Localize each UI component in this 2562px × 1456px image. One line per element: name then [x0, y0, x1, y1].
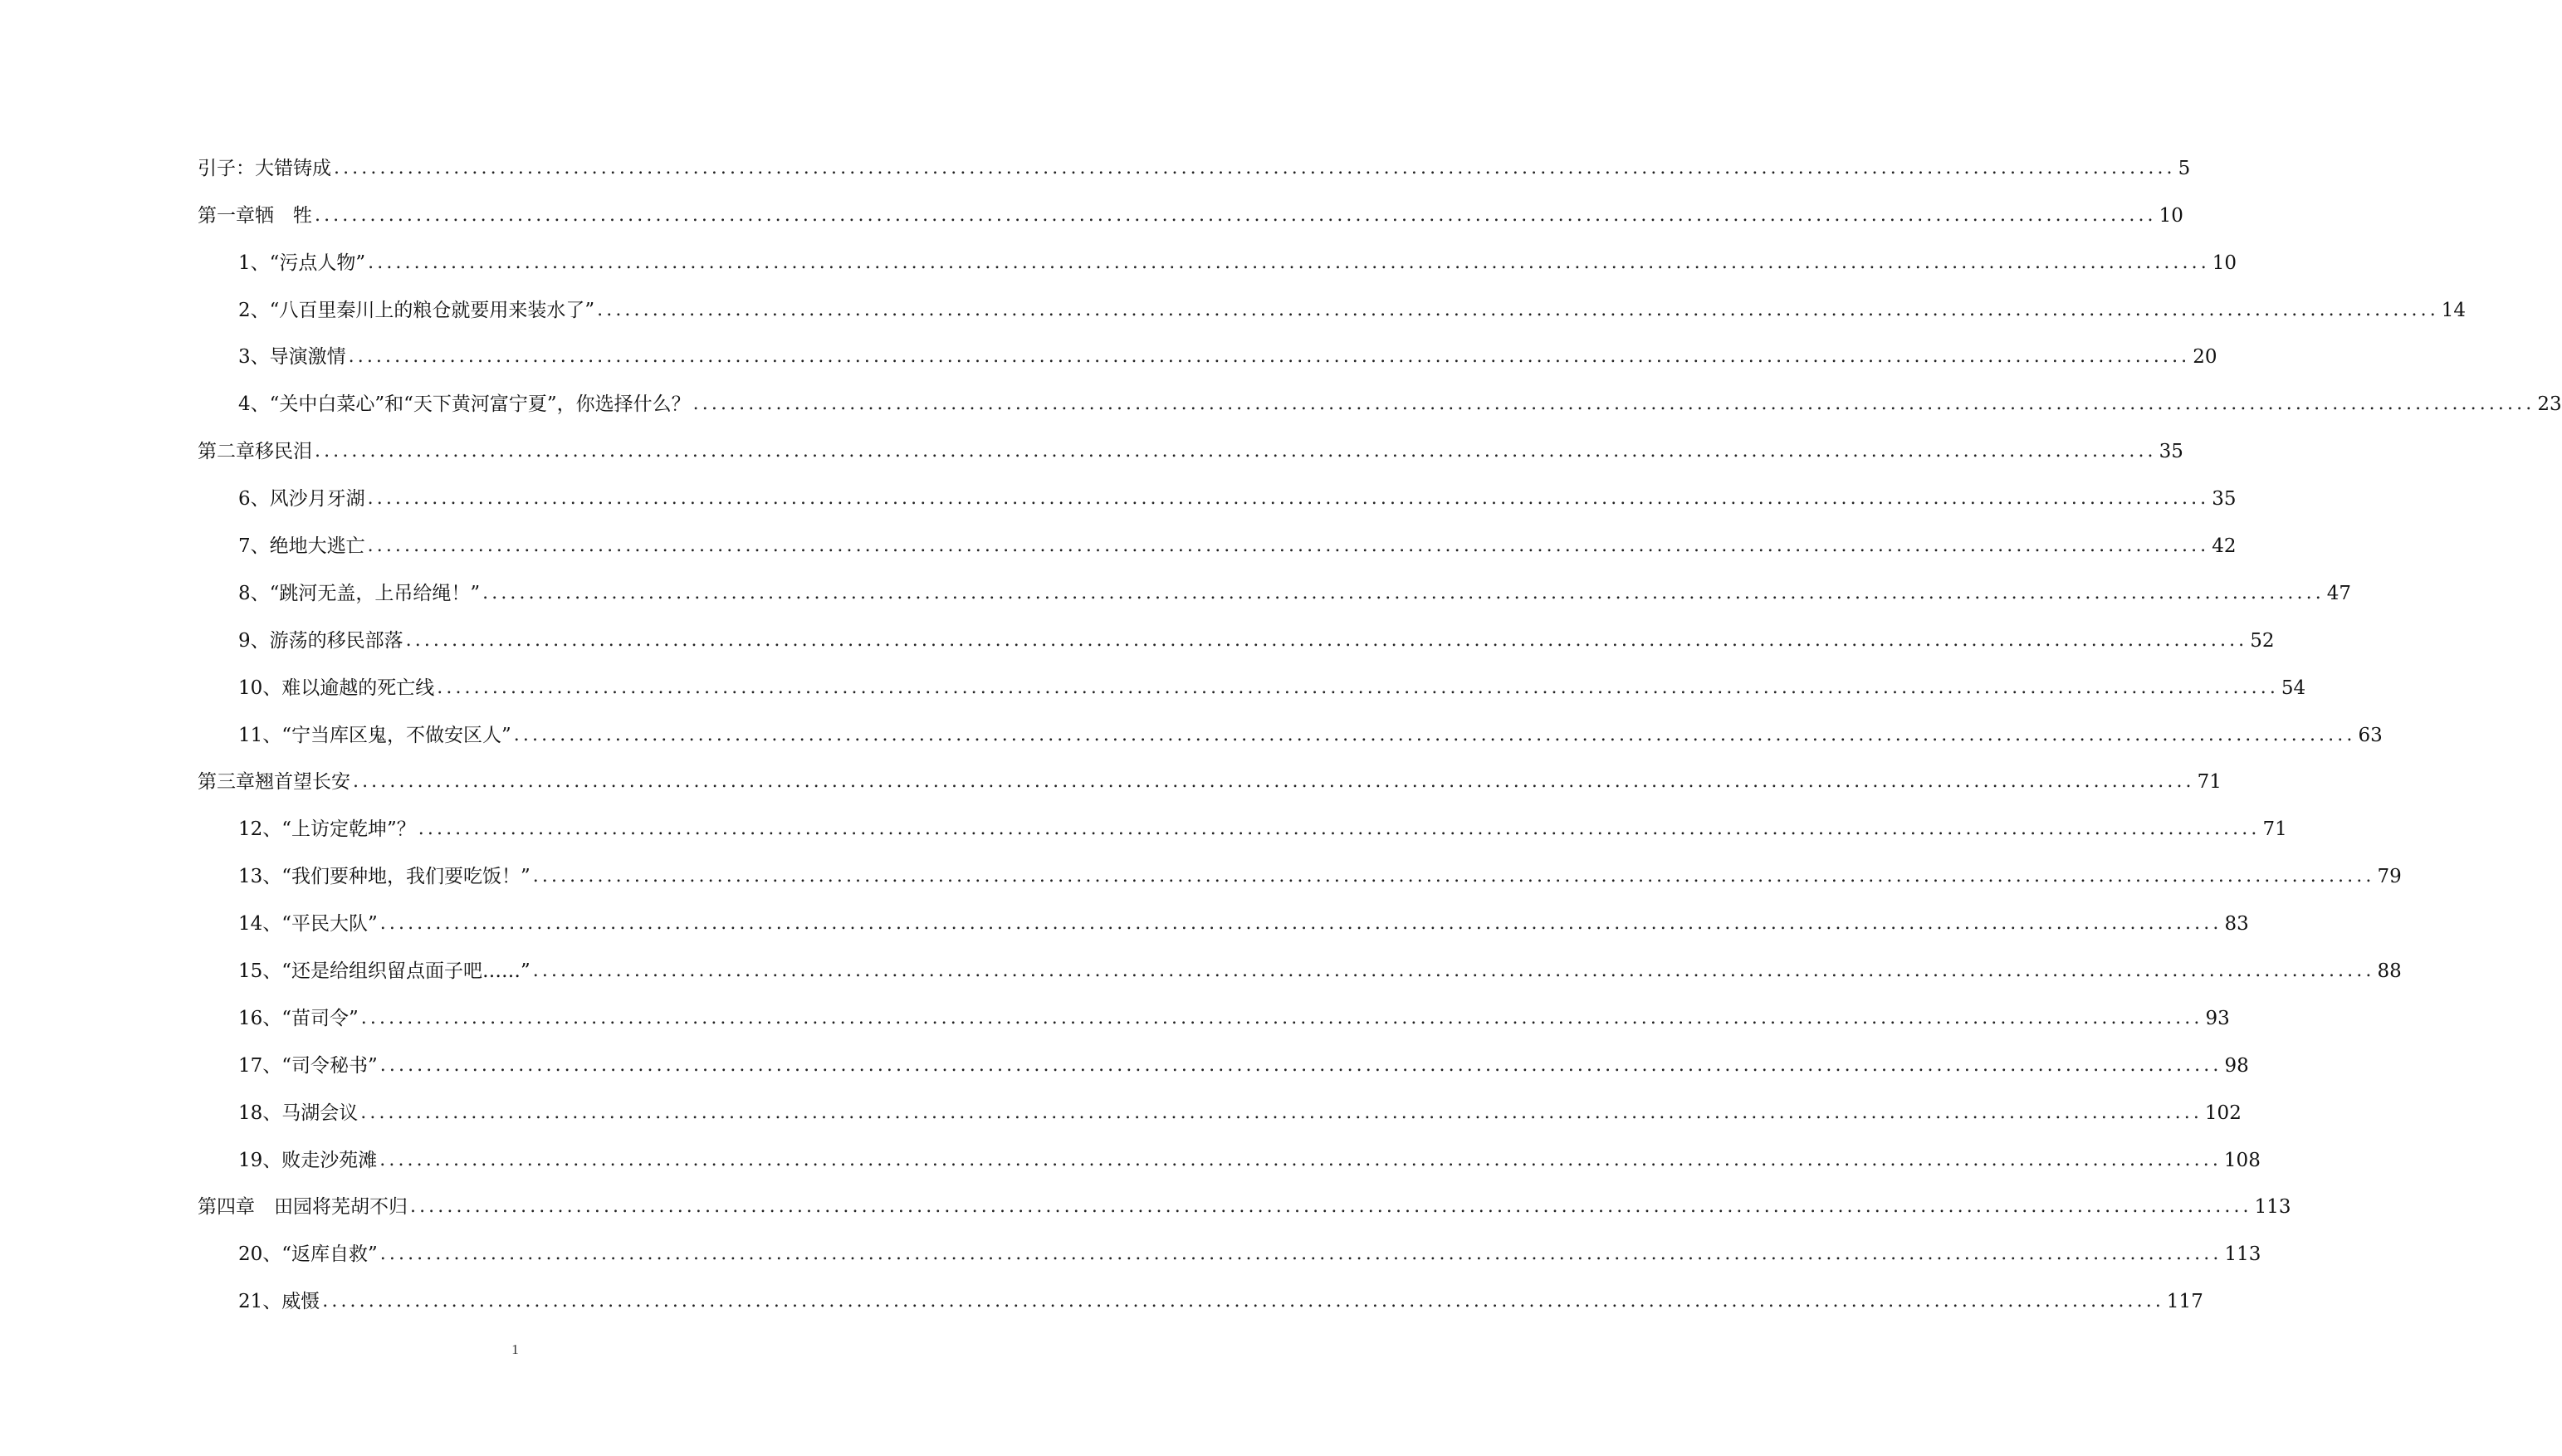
toc-dot-leader: ........................................................................................................................................................................................................ [368, 252, 2210, 273]
toc-entry-page: 83 [2224, 913, 2249, 936]
toc-dot-leader: ........................................................................................................................................................................................................ [334, 157, 2176, 178]
toc-section-entry[interactable] [198, 275, 2467, 322]
toc-entry-page: 108 [2223, 1149, 2261, 1171]
toc-dot-leader: ........................................................................................................................................................................................................ [418, 818, 2261, 840]
toc-section-entry[interactable] [198, 1077, 2242, 1125]
toc-dot-leader: ........................................................................................................................................................................................................ [353, 771, 2195, 793]
toc-entry-title: 14、“平民大队” [238, 913, 378, 936]
toc-dot-leader: ........................................................................................................................................................................................................ [367, 488, 2210, 510]
toc-entry-title: 9、游荡的移民部落 [238, 629, 403, 652]
toc-entry-page: 5 [2178, 157, 2191, 179]
toc-section-entry[interactable] [198, 227, 2237, 275]
toc-entry-page: 54 [2281, 677, 2306, 699]
toc-entry-title: 13、“我们要种地，我们要吃饭！” [238, 866, 530, 888]
toc-section-entry[interactable] [198, 369, 2562, 416]
toc-dot-leader: ........................................................................................................................................................................................................ [360, 1102, 2203, 1123]
toc-dot-leader: ........................................................................................................................................................................................................ [532, 866, 2375, 887]
toc-entry-page: 35 [2212, 488, 2237, 511]
toc-entry-title: 15、“还是给组织留点面子吧……” [238, 960, 530, 983]
toc-section-entry[interactable] [198, 888, 2249, 936]
toc-section-entry[interactable] [198, 841, 2402, 888]
toc-dot-leader: ........................................................................................................................................................................................................ [597, 299, 2439, 320]
toc-section-entry[interactable] [198, 1266, 2203, 1313]
toc-entry-page: 47 [2326, 582, 2352, 604]
toc-entry-page: 35 [2159, 441, 2183, 463]
toc-dot-leader: ........................................................................................................................................................................................................ [367, 535, 2210, 557]
toc-section-entry[interactable] [198, 936, 2402, 983]
toc-chapter-entry[interactable] [198, 747, 2222, 794]
table-of-contents [198, 133, 2562, 1313]
page-number: 1 [511, 1341, 519, 1357]
toc-entry-page: 10 [2159, 204, 2183, 227]
toc-section-entry[interactable] [198, 463, 2237, 511]
toc-section-entry[interactable] [198, 558, 2352, 605]
toc-dot-leader: ........................................................................................................................................................................................................ [315, 204, 2157, 226]
toc-entry-page: 93 [2205, 1007, 2230, 1029]
toc-entry-page: 14 [2441, 299, 2467, 321]
toc-dot-leader: ........................................................................................................................................................................................................ [379, 913, 2222, 935]
toc-section-entry[interactable] [198, 983, 2230, 1030]
toc-entry-title: 12、“上访定乾坤”？ [238, 818, 416, 841]
toc-section-entry[interactable] [198, 794, 2287, 841]
toc-entry-title: 引子：大错铸成 [198, 157, 331, 179]
toc-chapter-entry[interactable] [198, 416, 2183, 463]
toc-entry-page: 52 [2250, 629, 2275, 652]
toc-dot-leader: ........................................................................................................................................................................................................ [379, 1243, 2222, 1265]
toc-entry-title: 2、“八百里秦川上的粮仓就要用来装水了” [238, 299, 595, 321]
toc-entry-title: 19、败走沙苑滩 [238, 1149, 378, 1171]
toc-entry-title: 20、“返库自救” [238, 1243, 378, 1266]
toc-dot-leader: ........................................................................................................................................................................................................ [379, 1149, 2222, 1170]
toc-entry-page: 63 [2358, 724, 2383, 746]
toc-entry-page: 98 [2224, 1054, 2249, 1077]
toc-entry-title: 1、“污点人物” [238, 252, 366, 274]
toc-section-entry[interactable] [198, 605, 2275, 652]
toc-entry-page: 10 [2212, 252, 2237, 274]
toc-entry-page: 113 [2224, 1243, 2261, 1266]
toc-section-entry[interactable] [198, 322, 2217, 369]
toc-entry-page: 113 [2254, 1196, 2291, 1219]
toc-chapter-entry[interactable] [198, 180, 2183, 227]
toc-section-entry[interactable] [198, 1125, 2261, 1172]
toc-entry-page: 42 [2212, 535, 2237, 558]
toc-dot-leader: ........................................................................................................................................................................................................ [360, 1007, 2203, 1028]
toc-dot-leader: ........................................................................................................................................................................................................ [692, 393, 2535, 415]
toc-entry-title: 第二章移民泪 [198, 441, 312, 463]
toc-entry-title: 16、“苗司令” [238, 1007, 359, 1029]
toc-entry-title: 21、威慑 [238, 1291, 320, 1313]
toc-entry-title: 8、“跳河无盖，上吊给绳！” [238, 582, 481, 604]
toc-entry-title: 18、马湖会议 [238, 1102, 359, 1124]
toc-entry-page: 23 [2537, 393, 2562, 416]
toc-entry-page: 79 [2377, 866, 2402, 888]
toc-section-entry[interactable] [198, 652, 2306, 700]
toc-section-entry[interactable] [198, 511, 2237, 558]
toc-entry-title: 第一章牺 牲 [198, 204, 312, 227]
toc-entry-title: 3、导演激情 [238, 346, 346, 369]
toc-section-entry[interactable] [198, 700, 2383, 747]
toc-entry-page: 102 [2204, 1102, 2242, 1124]
toc-dot-leader: ........................................................................................................................................................................................................ [348, 346, 2191, 368]
toc-entry-title: 7、绝地大逃亡 [238, 535, 365, 558]
toc-entry-title: 6、风沙月牙湖 [238, 488, 365, 511]
toc-entry-page: 20 [2193, 346, 2217, 369]
toc-entry-page: 71 [2262, 818, 2287, 841]
toc-entry-page: 88 [2377, 960, 2402, 983]
toc-entry-title: 10、难以逾越的死亡线 [238, 677, 435, 699]
toc-dot-leader: ........................................................................................................................................................................................................ [410, 1196, 2252, 1218]
toc-entry-page: 117 [2166, 1291, 2203, 1313]
toc-entry-title: 11、“宁当库区鬼，不做安区人” [238, 724, 511, 746]
toc-entry-title: 第四章 田园将芜胡不归 [198, 1196, 408, 1219]
toc-section-entry[interactable] [198, 1219, 2261, 1266]
toc-dot-leader: ........................................................................................................................................................................................................ [513, 724, 2356, 745]
toc-section-entry[interactable] [198, 1030, 2249, 1077]
toc-dot-leader: ........................................................................................................................................................................................................ [532, 960, 2375, 982]
toc-entry-title: 17、“司令秘书” [238, 1054, 378, 1077]
toc-chapter-entry[interactable] [198, 1172, 2291, 1219]
toc-dot-leader: ........................................................................................................................................................................................................ [482, 582, 2325, 603]
toc-dot-leader: ........................................................................................................................................................................................................ [437, 677, 2279, 698]
toc-dot-leader: ........................................................................................................................................................................................................ [379, 1054, 2222, 1076]
toc-dot-leader: ........................................................................................................................................................................................................ [322, 1291, 2164, 1312]
toc-entry-page: 71 [2197, 771, 2222, 794]
toc-dot-leader: ........................................................................................................................................................................................................ [315, 441, 2157, 462]
toc-dot-leader: ........................................................................................................................................................................................................ [405, 629, 2248, 651]
toc-entry-title: 4、“关中白菜心”和“天下黄河富宁夏”，你选择什么？ [238, 393, 691, 416]
toc-chapter-entry[interactable] [198, 133, 2191, 180]
toc-entry-title: 第三章翘首望长安 [198, 771, 350, 794]
